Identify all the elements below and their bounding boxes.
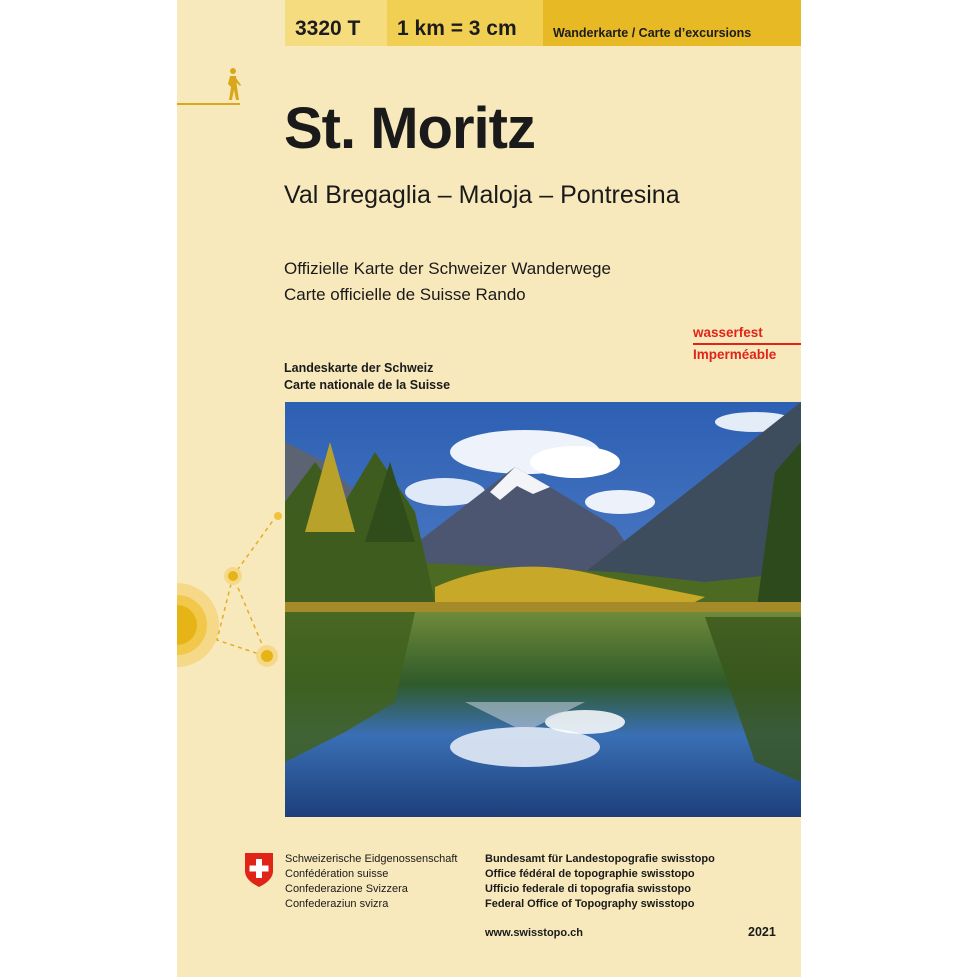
landeskarte-de: Landeskarte der Schweiz: [284, 361, 434, 375]
edition-year: 2021: [748, 925, 776, 939]
map-number: 3320 T: [295, 17, 361, 40]
route-dots-decoration: [177, 500, 287, 680]
confederation-rm: Confederaziun svizra: [285, 898, 389, 910]
landeskarte-fr: Carte nationale de la Suisse: [284, 378, 451, 392]
cover-photo-lake-mountains: [285, 402, 801, 817]
top-bar: [285, 0, 801, 46]
page-title: St. Moritz: [284, 96, 535, 161]
official-map-fr: Carte officielle de Suisse Rando: [284, 285, 526, 304]
scale-label: 1 km = 3 cm: [397, 17, 517, 40]
waterproof-fr: Imperméable: [693, 347, 777, 362]
hiker-icon: [224, 67, 242, 103]
map-type-label: Wanderkarte / Carte d’excursions: [553, 26, 752, 40]
confederation-it: Confederazione Svizzera: [285, 883, 408, 895]
hiker-rule: [177, 103, 240, 105]
confederation-fr: Confédération suisse: [285, 868, 389, 880]
swiss-cross-icon: [243, 853, 275, 887]
office-en: Federal Office of Topography swisstopo: [485, 898, 695, 910]
office-fr: Office fédéral de topographie swisstopo: [485, 868, 695, 880]
subtitle: Val Bregaglia – Maloja – Pontresina: [284, 181, 680, 209]
waterproof-rule: [693, 343, 801, 345]
official-map-de: Offizielle Karte der Schweizer Wanderwege: [284, 259, 611, 278]
waterproof-de: wasserfest: [693, 325, 763, 340]
office-it: Ufficio federale di topografia swisstopo: [485, 883, 691, 895]
map-cover: [177, 0, 801, 977]
confederation-de: Schweizerische Eidgenossenschaft: [285, 853, 458, 865]
office-de: Bundesamt für Landestopografie swisstopo: [485, 853, 715, 865]
website-link[interactable]: www.swisstopo.ch: [485, 927, 583, 939]
